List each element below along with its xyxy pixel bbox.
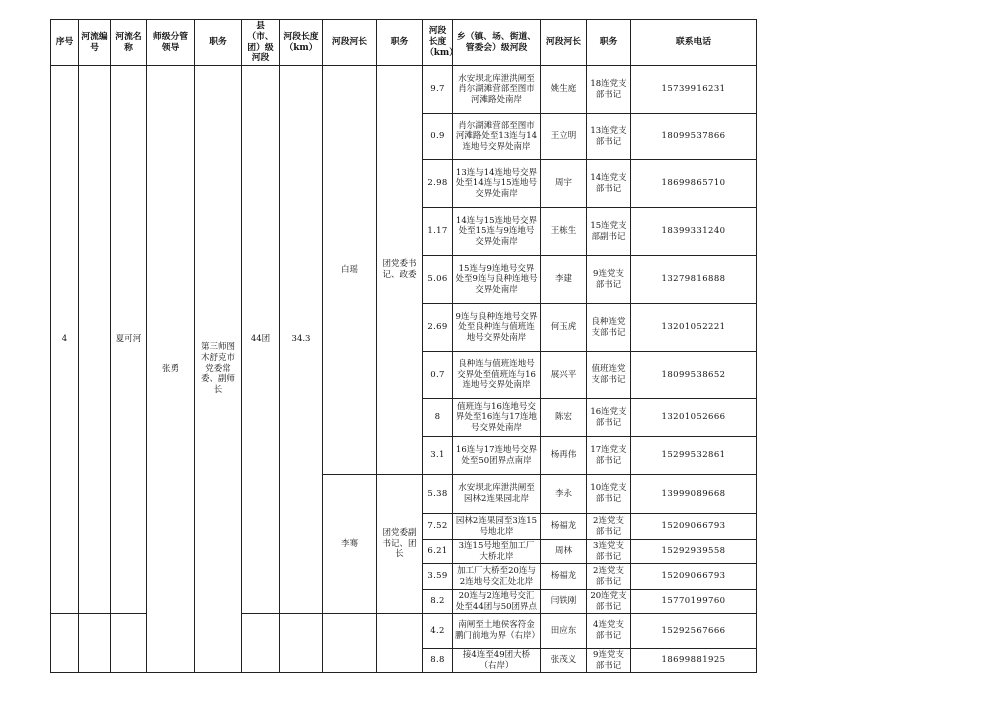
township-segment-cell: 园林2连果园至3连15号地北岸 — [453, 514, 541, 540]
segment-length-cell: 5.38 — [423, 475, 453, 514]
township-position-cell: 2连党支部书记 — [587, 564, 631, 590]
county-segment-cell: 44团 — [242, 66, 280, 614]
phone-cell: 18699881925 — [631, 649, 757, 673]
township-segment-cell: 9连与良种连地号交界处至良种连与值班连地号交界处南岸 — [453, 304, 541, 352]
segment-length-cell: 3.1 — [423, 437, 453, 475]
township-position-cell: 13连党支部书记 — [587, 114, 631, 160]
township-chief-cell: 展兴平 — [541, 352, 587, 399]
township-chief-cell: 周宇 — [541, 160, 587, 208]
township-position-cell: 9连党支部书记 — [587, 649, 631, 673]
phone-cell: 18099538652 — [631, 352, 757, 399]
phone-cell: 15209066793 — [631, 514, 757, 540]
seq-cell — [51, 614, 79, 673]
segment-length-cell: 8 — [423, 399, 453, 437]
township-segment-cell: 水安坝北库泄洪闸至园林2连果园北岸 — [453, 475, 541, 514]
township-segment-cell: 15连与9连地号交界处至9连与良种连地号交界处南岸 — [453, 256, 541, 304]
township-chief-cell: 张茂义 — [541, 649, 587, 673]
township-position-cell: 9连党支部书记 — [587, 256, 631, 304]
header-seq: 序号 — [51, 20, 79, 66]
township-chief-cell: 何玉虎 — [541, 304, 587, 352]
river-code-cell — [79, 614, 111, 673]
segment-length-cell: 8.2 — [423, 590, 453, 614]
phone-cell: 15739916231 — [631, 66, 757, 114]
county-length-cell: 34.3 — [280, 66, 323, 614]
township-position-cell: 16连党支部书记 — [587, 399, 631, 437]
township-position-cell: 20连党支部书记 — [587, 590, 631, 614]
township-segment-cell: 13连与14连地号交界处至14连与15连地号交界处南岸 — [453, 160, 541, 208]
phone-cell: 13999089668 — [631, 475, 757, 514]
township-position-cell: 14连党支部书记 — [587, 160, 631, 208]
header-segment-chief: 河段河长 — [323, 20, 377, 66]
segment-length-cell: 9.7 — [423, 66, 453, 114]
township-segment-cell: 肖尔湖滩营部至图市河滩路处至13连与14连地号交界处南岸 — [453, 114, 541, 160]
township-segment-cell: 14连与15连地号交界处至15连与9连地号交界处南岸 — [453, 208, 541, 256]
header-county-length: 河段长度（km） — [280, 20, 323, 66]
township-position-cell: 3连党支部书记 — [587, 540, 631, 564]
segment-length-cell: 0.7 — [423, 352, 453, 399]
township-chief-cell: 王立明 — [541, 114, 587, 160]
township-position-cell: 18连党支部书记 — [587, 66, 631, 114]
segment-length-cell: 2.69 — [423, 304, 453, 352]
seq-cell: 4 — [51, 66, 79, 614]
phone-cell: 13201052221 — [631, 304, 757, 352]
river-code-cell — [79, 66, 111, 614]
township-position-cell: 2连党支部书记 — [587, 514, 631, 540]
segment-chief-cell: 李骞 — [323, 475, 377, 614]
township-chief-cell: 王栋生 — [541, 208, 587, 256]
township-segment-cell: 水安坝北库泄洪闸至肖尔湖滩营部至图市河滩路处南岸 — [453, 66, 541, 114]
header-row — [51, 20, 757, 66]
division-position-cell: 第三师图木舒克市党委常委、副师长 — [195, 66, 242, 673]
township-chief-cell: 闫铁刚 — [541, 590, 587, 614]
township-position-cell: 10连党支部书记 — [587, 475, 631, 514]
county-segment-cell — [242, 614, 280, 673]
township-segment-cell: 20连与2连地号交汇处至44团与50团界点 — [453, 590, 541, 614]
township-chief-cell: 田应东 — [541, 614, 587, 649]
segment-length-cell: 7.52 — [423, 514, 453, 540]
township-chief-cell: 陈宏 — [541, 399, 587, 437]
township-chief-cell: 李建 — [541, 256, 587, 304]
table-body — [51, 66, 757, 673]
river-name-cell: 夏可河 — [111, 66, 147, 614]
chief-position-cell — [377, 614, 423, 673]
township-segment-cell: 南闸至土地侯客符金鹏门前地为界（右岸） — [453, 614, 541, 649]
township-segment-cell: 值班连与16连地号交界处至16连与17连地号交界处南岸 — [453, 399, 541, 437]
township-position-cell: 15连党支部副书记 — [587, 208, 631, 256]
river-chief-table — [50, 19, 757, 673]
township-chief-cell: 杨福龙 — [541, 514, 587, 540]
phone-cell: 13279816888 — [631, 256, 757, 304]
township-segment-cell: 16连与17连地号交界处至50团界点南岸 — [453, 437, 541, 475]
segment-length-cell: 6.21 — [423, 540, 453, 564]
township-position-cell: 4连党支部书记 — [587, 614, 631, 649]
phone-cell: 13201052666 — [631, 399, 757, 437]
header-township-position: 职务 — [587, 20, 631, 66]
phone-cell: 18699865710 — [631, 160, 757, 208]
phone-cell: 15299532861 — [631, 437, 757, 475]
segment-length-cell: 3.59 — [423, 564, 453, 590]
chief-position-cell: 团党委副书记、团长 — [377, 475, 423, 614]
township-position-cell: 值班连党支部书记 — [587, 352, 631, 399]
phone-cell: 18099537866 — [631, 114, 757, 160]
river-name-cell — [111, 614, 147, 673]
township-position-cell: 良种连党支部书记 — [587, 304, 631, 352]
phone-cell: 15209066793 — [631, 564, 757, 590]
header-river-name: 河流名称 — [111, 20, 147, 66]
segment-length-cell: 2.98 — [423, 160, 453, 208]
county-length-cell — [280, 614, 323, 673]
phone-cell: 15292567666 — [631, 614, 757, 649]
division-leader-cell: 张勇 — [147, 66, 195, 673]
segment-length-cell: 5.06 — [423, 256, 453, 304]
header-township-chief: 河段河长 — [541, 20, 587, 66]
township-segment-cell: 加工厂大桥至20连与2连地号交汇处北岸 — [453, 564, 541, 590]
segment-length-cell: 0.9 — [423, 114, 453, 160]
township-segment-cell: 3连15号地至加工厂大桥北岸 — [453, 540, 541, 564]
segment-chief-cell — [323, 614, 377, 673]
phone-cell: 15292939558 — [631, 540, 757, 564]
header-position: 职务 — [195, 20, 242, 66]
phone-cell: 15770199760 — [631, 590, 757, 614]
township-segment-cell: 接4连至49团大桥（右岸） — [453, 649, 541, 673]
township-chief-cell: 杨再伟 — [541, 437, 587, 475]
township-chief-cell: 姚生庭 — [541, 66, 587, 114]
township-chief-cell: 李永 — [541, 475, 587, 514]
header-township-segment: 乡（镇、场、街道、管委会）级河段 — [453, 20, 541, 66]
header-chief-position: 职务 — [377, 20, 423, 66]
township-chief-cell: 杨福龙 — [541, 564, 587, 590]
header-river-code: 河流编号 — [79, 20, 111, 66]
header-division-leader: 师级分管领导 — [147, 20, 195, 66]
chief-position-cell: 团党委书记、政委 — [377, 66, 423, 475]
segment-length-cell: 8.8 — [423, 649, 453, 673]
township-segment-cell: 良种连与值班连地号交界处至值班连与16连地号交界处南岸 — [453, 352, 541, 399]
segment-length-cell: 1.17 — [423, 208, 453, 256]
township-position-cell: 17连党支部书记 — [587, 437, 631, 475]
table-row — [51, 66, 757, 114]
township-chief-cell: 周林 — [541, 540, 587, 564]
header-county-segment: 县（市、团）级河段 — [242, 20, 280, 66]
segment-chief-cell: 白瑶 — [323, 66, 377, 475]
segment-length-cell: 4.2 — [423, 614, 453, 649]
header-segment-length: 河段长度（km） — [423, 20, 453, 66]
header-phone: 联系电话 — [631, 20, 757, 66]
phone-cell: 18399331240 — [631, 208, 757, 256]
